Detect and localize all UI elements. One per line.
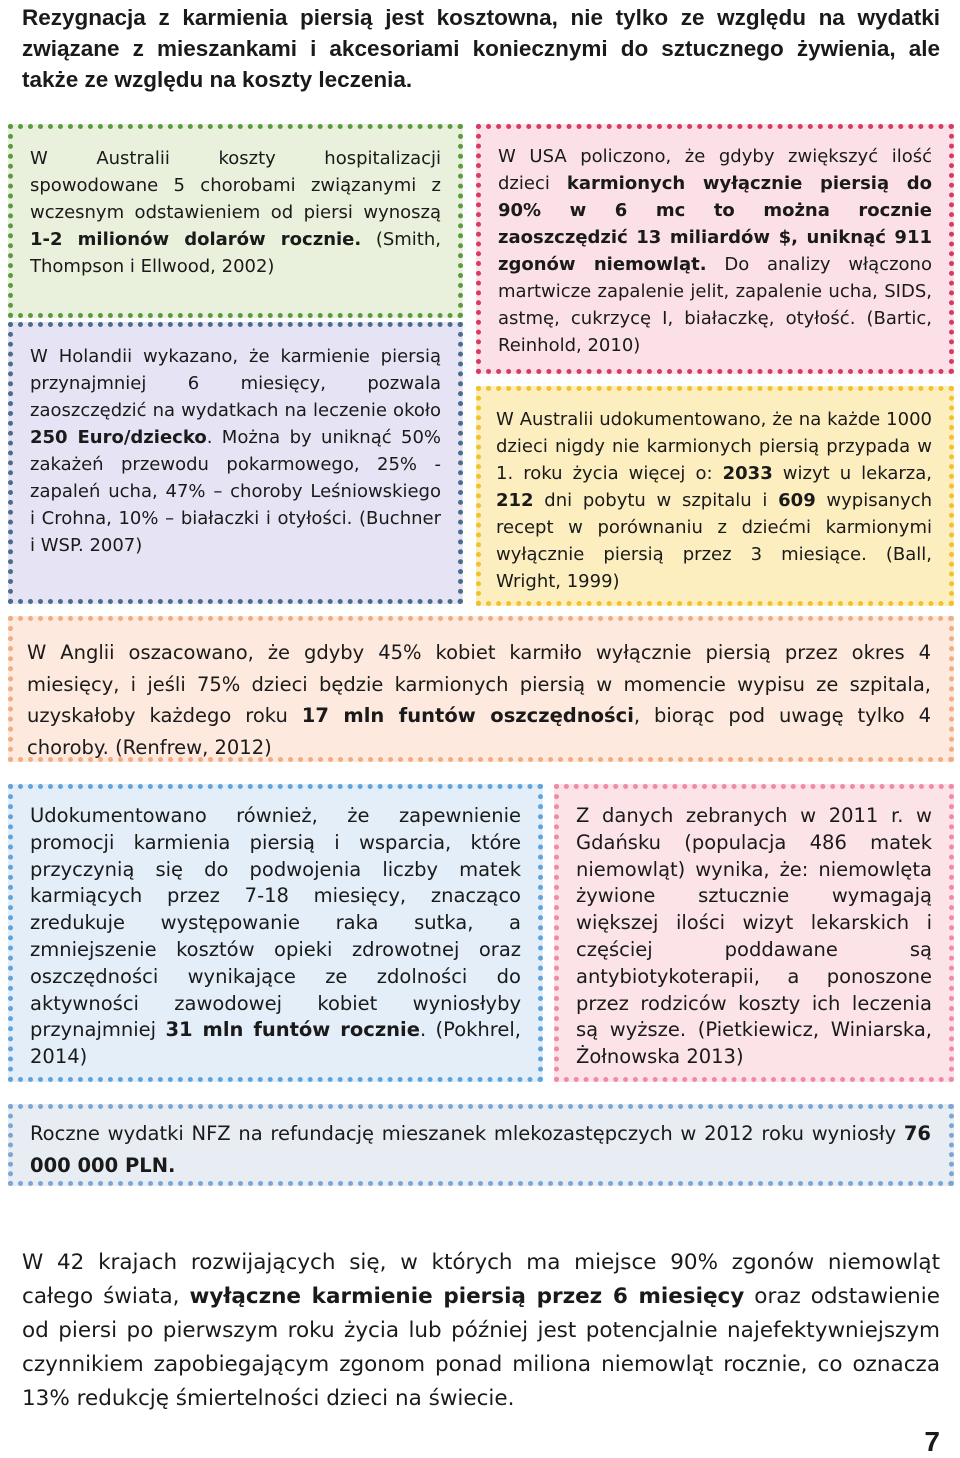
- australia-hospitalization-text: W Australii koszty hospitalizacji spowodowane 5 chorobami związanymi z wczesnym odstawieniem od piersi wynoszą 1-2 milionów dolarów rocznie. (Smith, Thompson i Ellwood, 2002): [30, 148, 441, 277]
- promotion-text: Udokumentowano również, że zapewnienie promocji karmienia piersią i wsparcia, które przyczynią się do podwojenia liczby matek karmiących przez 7-18 miesięcy, znacząco zredukuje występowanie raka sutka, a zmniejszenie kosztów opieki zdrowotnej oraz oszczędności wynikające ze zdolności do aktywności zawodowej kobiet wyniosłyby przynajmniej 31 mln funtów rocznie. (Pokhrel, 2014): [30, 804, 521, 1069]
- nfz-text: Roczne wydatki NFZ na refundację mieszanek mlekozastępczych w 2012 roku wyniosły 76 000 000 PLN.: [30, 1122, 931, 1177]
- page-heading: Rezygnacja z karmienia piersią jest kosztowna, nie tylko ze względu na wydatki związane z mieszankami i akcesoriami koniecznymi do sztucznego żywienia, ale także ze względu na koszty leczenia.: [22, 5, 940, 92]
- netherlands-box: [8, 322, 463, 604]
- usa-box: [476, 124, 954, 374]
- page-number: 7: [924, 1426, 940, 1457]
- australia-visits-box: [476, 386, 954, 606]
- nfz-box: [8, 1104, 954, 1186]
- australia-hospitalization-box: [8, 124, 463, 318]
- netherlands-text: W Holandii wykazano, że karmienie piersią przynajmniej 6 miesięcy, pozwala zaoszczędzić na wydatkach na leczenie około 250 Euro/dziecko. Można by uniknąć 50% zakażeń przewodu pokarmowego, 25% - zapaleń ucha, 47% – choroby Leśniowskiego i Crohna, 10% – białaczki i otyłości. (Buchner i WSP. 2007): [30, 346, 442, 556]
- england-box: [8, 616, 954, 762]
- closing-paragraph: W 42 krajach rozwijających się, w których ma miejsce 90% zgonów niemowląt całego świata, wyłączne karmienie piersią przez 6 miesięcy oraz odstawienie od piersi po pierwszym roku życia lub później jest potencjalnie najefektywniejszym czynnikiem zapobiegającym zgonom ponad miliona niemowląt rocznie, co oznacza 13% redukcję śmiertelności dzieci na świecie.: [22, 1250, 940, 1411]
- gdansk-box: [554, 784, 954, 1082]
- england-text: W Anglii oszacowano, że gdyby 45% kobiet karmiło wyłącznie piersią przez okres 4 miesięcy, i jeśli 75% dzieci będzie karmionych piersią w momencie wypisu ze szpitala, uzyskałoby każdego roku 17 mln funtów oszczędności, biorąc pod uwagę tylko 4 choroby. (Renfrew, 2012): [27, 641, 931, 759]
- gdansk-text: Z danych zebranych w 2011 r. w Gdańsku (populacja 486 matek niemowląt) wynika, że: niemowlęta żywione sztucznie wymagają większej ilości wizyt lekarskich i częściej poddawane są antybiotykoterapii, a ponoszone przez rodziców koszty ich leczenia są wyższe. (Pietkiewicz, Winiarska, Żołnowska 2013): [576, 804, 932, 1069]
- australia-visits-text: W Australii udokumentowano, że na każde 1000 dzieci nigdy nie karmionych piersią przypada w 1. roku życia więcej o: 2033 wizyt u lekarza, 212 dni pobytu w szpitalu i 609 wypisanych recept w porównaniu z dziećmi karmionymi wyłącznie piersią przez 3 miesiące. (Ball, Wright, 1999): [496, 409, 933, 592]
- promotion-box: [8, 784, 543, 1082]
- usa-text: W USA policzono, że gdyby zwiększyć ilość dzieci karmionych wyłącznie piersią do 90% w 6 mc to można rocznie zaoszczędzić 13 miliardów $, uniknąć 911 zgonów niemowląt. Do analizy włączono martwicze zapalenie jelit, zapalenie ucha, SIDS, astmę, cukrzycę I, białaczkę, otyłość. (Bartic, Reinhold, 2010): [498, 146, 932, 356]
